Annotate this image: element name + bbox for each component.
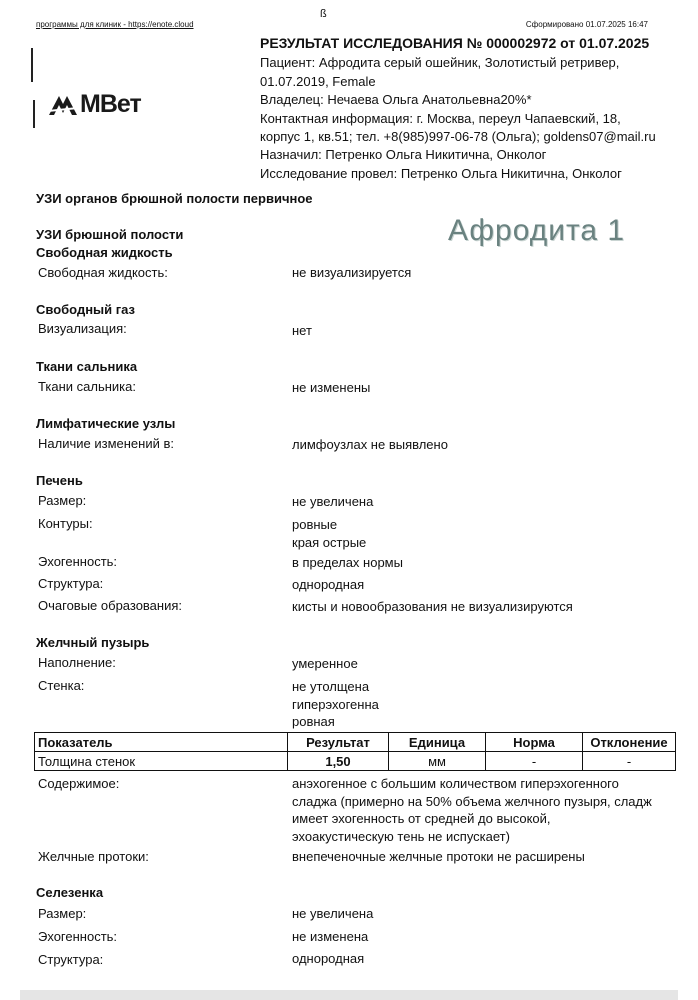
spleen-size-value: не увеличена (292, 906, 374, 921)
contact-line-2: корпус 1, кв.51; тел. +8(985)997-06-78 (Ольга); goldens07@mail.ru (260, 129, 656, 145)
liver-contour-label: Контуры: (38, 516, 93, 531)
table-header-row (35, 733, 676, 752)
col-header: Единица (389, 733, 486, 752)
handwritten-note: Афродита 1 (448, 214, 626, 247)
col-header: Показатель (35, 733, 288, 752)
section-title-omentum: Ткани сальника (36, 359, 138, 374)
free-gas-label: Визуализация: (38, 321, 127, 336)
page-edge (20, 990, 678, 1000)
gb-wall-label: Стенка: (38, 678, 85, 693)
gb-fill-label: Наполнение: (38, 655, 116, 670)
lymph-value: лимфоузлах не выявлено (292, 437, 448, 452)
free-gas-value: нет (292, 323, 312, 338)
table-cell: 1,50 (288, 752, 389, 771)
logo-text: МВет (80, 90, 141, 118)
col-header: Норма (486, 733, 583, 752)
liver-echo-label: Эхогенность: (38, 554, 118, 569)
liver-focal-value: кисты и новообразования не визуализируются (292, 599, 573, 614)
liver-size-label: Размер: (38, 493, 87, 508)
top-bar (36, 20, 648, 34)
software-link[interactable]: программы для клиник - https://enote.cloud (36, 20, 194, 29)
assigned-by: Назначил: Петренко Ольга Никитична, Онколог (260, 147, 547, 163)
exam-title: УЗИ органов брюшной полости первичное (36, 191, 313, 206)
gb-content-value: анэхогенное с большим количеством гиперэхогенного сладжа (примерно на 50% объема желчного пузыря, сладж имеет эхогенность от средней до высокой, эхоакустическую тень не испускает) (292, 776, 652, 844)
lymph-label: Наличие изменений в: (38, 436, 174, 451)
omentum-label: Ткани сальника: (38, 379, 136, 394)
gb-ducts-label: Желчные протоки: (38, 849, 149, 864)
spleen-size-label: Размер: (38, 906, 87, 921)
section-title-spleen: Селезенка (36, 885, 104, 900)
section-title-liver: Печень (36, 473, 83, 488)
liver-contour-value: ровные края острые (292, 517, 367, 550)
spleen-struct-label: Структура: (38, 952, 104, 967)
liver-focal-label: Очаговые образования: (38, 598, 183, 613)
section-title-gallbladder: Желчный пузырь (36, 635, 150, 650)
gb-content-label: Содержимое: (38, 776, 120, 791)
exam-subtitle: УЗИ брюшной полости (36, 227, 184, 242)
patient-line-2: 01.07.2019, Female (260, 73, 376, 89)
liver-size-value: не увеличена (292, 494, 374, 509)
spleen-echo-value: не изменена (292, 929, 369, 944)
scan-mark (33, 100, 35, 128)
omentum-value: не изменены (292, 380, 371, 395)
section-title-free-gas: Свободный газ (36, 302, 136, 317)
section-title-lymph: Лимфатические узлы (36, 416, 176, 431)
col-header: Отклонение (583, 733, 676, 752)
free-fluid-value: не визуализируется (292, 265, 412, 280)
spleen-struct-value: однородная (292, 951, 365, 966)
col-header: Результат (288, 733, 389, 752)
report-title: РЕЗУЛЬТАТ ИССЛЕДОВАНИЯ № 000002972 от 01.07.2025 (260, 35, 650, 51)
table-cell: мм (389, 752, 486, 771)
section-title-free-fluid: Свободная жидкость (36, 245, 173, 260)
indicator-table (34, 732, 676, 771)
scan-mark (31, 48, 33, 82)
table-cell: - (583, 752, 676, 771)
free-fluid-label: Свободная жидкость: (38, 265, 168, 280)
contact-line: Контактная информация: г. Москва, переул Чапаевский, 18, (260, 110, 621, 126)
logo-icon (48, 94, 78, 116)
generated-timestamp: Сформировано 01.07.2025 16:47 (525, 20, 648, 29)
gb-ducts-value: внепеченочные желчные протоки не расширены (292, 849, 585, 864)
performed-by: Исследование провел: Петренко Ольга Никитична, Онколог (260, 165, 622, 181)
table-cell: - (486, 752, 583, 771)
liver-struct-value: однородная (292, 577, 365, 592)
report-header (260, 34, 690, 183)
table-cell: Толщина стенок (35, 752, 288, 771)
patient-line: Пациент: Афродита серый ошейник, Золотистый ретривер, (260, 55, 620, 71)
table-row (35, 752, 676, 771)
owner-line: Владелец: Нечаева Ольга Анатольевна20%* (260, 92, 532, 108)
clinic-logo (48, 90, 141, 119)
liver-struct-label: Структура: (38, 576, 104, 591)
gb-fill-value: умеренное (292, 656, 358, 671)
gb-wall-value: не утолщена гиперэхогенна ровная (292, 679, 379, 729)
top-mark: ß (320, 8, 327, 20)
liver-echo-value: в пределах нормы (292, 555, 403, 570)
spleen-echo-label: Эхогенность: (38, 929, 118, 944)
